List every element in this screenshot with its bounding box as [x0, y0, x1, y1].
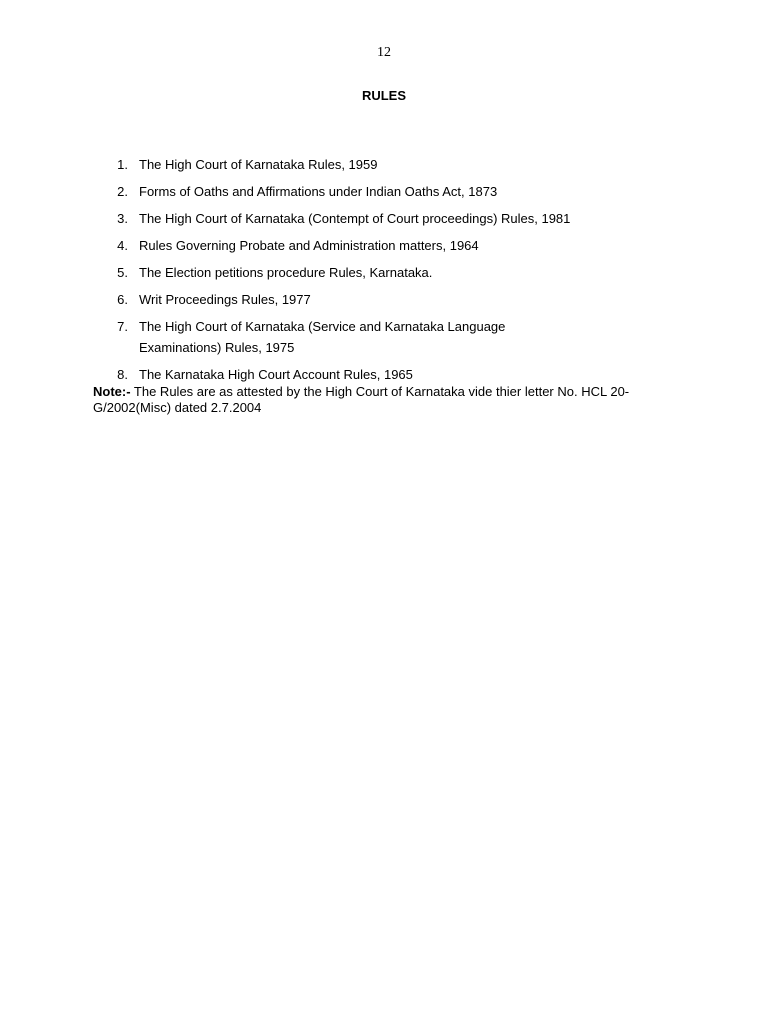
list-item-text: Rules Governing Probate and Administration matters, 1964: [139, 238, 479, 253]
list-item-number: 7.: [117, 319, 128, 334]
list-item-text: The High Court of Karnataka (Service and Karnataka Language Examinations) Rules, 1975: [139, 319, 506, 355]
note-label: Note:-: [93, 384, 131, 399]
list-item-number: 5.: [117, 265, 128, 280]
note-text: The Rules are as attested by the High Court of Karnataka vide thier letter No. HCL 20-G/2002(Misc) dated 2.7.2004: [93, 384, 630, 415]
list-item-number: 1.: [117, 157, 128, 172]
list-item-number: 3.: [117, 211, 128, 226]
list-item-number: 4.: [117, 238, 128, 253]
list-item-text: The High Court of Karnataka (Contempt of Court proceedings) Rules, 1981: [139, 211, 571, 226]
list-item-text: Writ Proceedings Rules, 1977: [139, 292, 311, 307]
list-item-text: The Election petitions procedure Rules, Karnataka.: [139, 265, 433, 280]
list-item-number: 6.: [117, 292, 128, 307]
list-item-number: 8.: [117, 367, 128, 382]
rules-list: [0, 154, 768, 385]
list-item-text: The High Court of Karnataka Rules, 1959: [139, 157, 378, 172]
list-item-text: Forms of Oaths and Affirmations under Indian Oaths Act, 1873: [139, 184, 498, 199]
list-item-number: 2.: [117, 184, 128, 199]
list-item: [0, 364, 768, 385]
page-title: RULES: [361, 88, 407, 103]
page-number: 12: [377, 45, 391, 60]
list-item: [0, 289, 768, 310]
list-item-text: The Karnataka High Court Account Rules, 1965: [139, 367, 413, 382]
list-item: [0, 154, 768, 175]
list-item: [0, 181, 768, 202]
list-item: [0, 208, 768, 229]
list-item: [0, 235, 768, 256]
list-item: [0, 262, 768, 283]
list-item: [0, 316, 768, 358]
note: [93, 384, 673, 416]
